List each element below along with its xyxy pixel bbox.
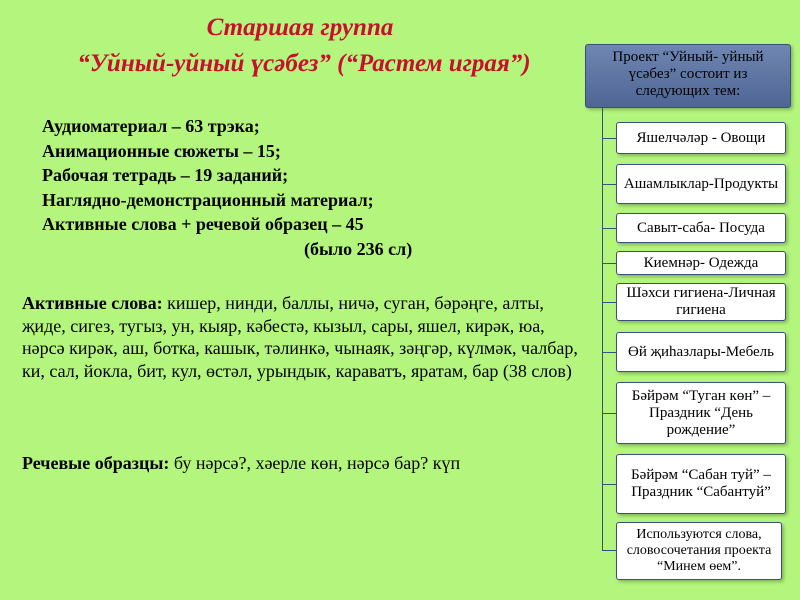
speech-samples-paragraph: [22, 452, 582, 475]
topic-box: Используются слова, словосочетания проекта “Минем өем”.: [616, 522, 782, 580]
tree-branch: [602, 484, 616, 485]
tree-branch: [602, 352, 616, 353]
speech-samples-text: бу нәрсә?, хәерле көн, нәрсә бар? күп: [169, 453, 461, 473]
tree-branch: [602, 302, 616, 303]
fact-note: (было 236 сл): [304, 238, 413, 259]
tree-branch: [602, 550, 616, 551]
fact-item: Активные слова + речевой образец – 45: [42, 214, 364, 234]
tree-branch: [602, 138, 616, 139]
fact-item: Аудиоматериал – 63 трэка;: [42, 116, 260, 136]
fact-item: Наглядно-демонстрационный материал;: [42, 189, 374, 210]
tree-branch: [602, 228, 616, 229]
speech-samples-label: Речевые образцы:: [22, 453, 170, 473]
topic-box: Савыт-саба- Посуда: [616, 213, 786, 243]
topic-box: Бәйрәм “Сабан туй” – Праздник “Сабантуй”: [616, 454, 786, 514]
tree-branch: [602, 184, 616, 185]
tree-branch: [602, 263, 616, 264]
active-words-text: кишер, нинди, баллы, ничә, суган, бәрәңге, алты, җиде, сигез, тугыз, ун, кыяр, кәбестә, кызыл, сары, яшел, кирәк, юа, нәрсә кирәк, аш, ботка, кашык, тәлинкә, чынаяк, зәңгәр, күлмәк, чалбар, ки, сал, йокла, бит, кул, өстәл, урындык, караватъ, яратам, бар (38 слов): [22, 293, 578, 381]
title-line-2: “Уйный-уйный үсәбез” (“Растем играя”): [77, 50, 531, 77]
fact-item: Анимационные сюжеты – 15;: [42, 140, 281, 161]
title-line-1: Старшая группа: [206, 14, 394, 41]
topic-box: Киемнәр- Одежда: [616, 251, 786, 275]
topic-box: Бәйрәм “Туган көн” – Праздник “День рождение”: [616, 382, 786, 444]
topic-box: Ашамлыклар-Продукты: [616, 164, 786, 204]
topic-box: Шәхси гигиена-Личная гигиена: [616, 283, 786, 321]
facts-list: [42, 114, 412, 261]
project-header-box: Проект “Уйный- уйный үсәбез” состоит из следующих тем:: [585, 44, 791, 108]
tree-branch: [602, 413, 616, 414]
topic-box: Яшелчәләр - Овощи: [616, 122, 786, 154]
fact-item: Рабочая тетрадь – 19 заданий;: [42, 165, 289, 185]
active-words-paragraph: [22, 292, 582, 382]
topic-box: Өй җиһазлары-Мебель: [616, 332, 786, 372]
active-words-label: Активные слова:: [22, 293, 163, 313]
